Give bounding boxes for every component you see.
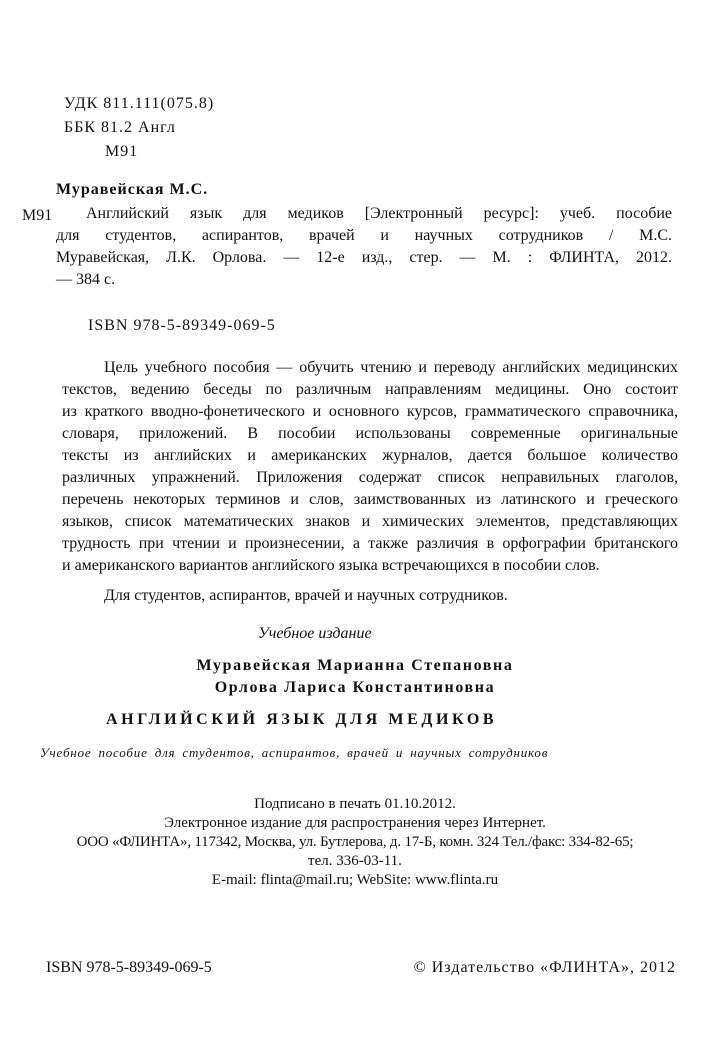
edition-type: Учебное издание <box>258 625 372 642</box>
abstract-line: Цель учебного пособия — обучить чтению и переводу английских медицинских <box>104 359 678 376</box>
author-heading: Муравейская М.С. <box>56 181 209 198</box>
author-name-1: Муравейская Марианна Степановна <box>196 657 514 674</box>
bib-line: для студентов, аспирантов, врачей и научных сотрудников / М.С. <box>56 227 672 244</box>
abstract-line: трудность при чтении и произнесении, а также различия в орфографии британского <box>62 535 678 552</box>
isbn-bottom: ISBN 978-5-89349-069-5 <box>46 959 212 976</box>
udk-code: УДК 811.111(075.8) <box>64 95 215 112</box>
bib-line: Муравейская, Л.К. Орлова. — 12-е изд., стер. — М. : ФЛИНТА, 2012. <box>56 249 672 266</box>
bib-line: — 384 с. <box>56 271 116 288</box>
abstract-line: текстов, ведению беседы по различным направлениям медицины. Оно состоит <box>62 381 678 398</box>
margin-code: М91 <box>22 207 53 224</box>
imprint-line: Электронное издание для распространения через Интернет. <box>164 815 546 831</box>
author-mark: М91 <box>105 143 139 160</box>
imprint-line: тел. 336-03-11. <box>308 853 402 869</box>
abstract-line: различных упражнений. Приложения содержат список неправильных глаголов, <box>62 469 678 486</box>
imprint-line: E-mail: flinta@mail.ru; WebSite: www.flinta.ru <box>211 872 499 888</box>
abstract-line: тексты из английских и американских журналов, дается большое количество <box>62 447 678 464</box>
abstract-line: словаря, приложений. В пособии использованы современные оригинальные <box>62 425 678 442</box>
isbn-top: ISBN 978-5-89349-069-5 <box>88 317 276 334</box>
abstract-line: и американского вариантов английского языка встречающихся в пособии слов. <box>62 557 600 574</box>
bbk-code: ББК 81.2 Англ <box>64 119 176 136</box>
abstract-line: из краткого вводно-фонетического и основного курсов, грамматического справочника, <box>62 403 678 420</box>
imprint-line: Подписано в печать 01.10.2012. <box>254 796 456 812</box>
author-name-2: Орлова Лариса Константиновна <box>214 679 496 696</box>
copyright-notice: © Издательство «ФЛИНТА», 2012 <box>413 959 676 976</box>
bib-line: Английский язык для медиков [Электронный ресурс]: учеб. пособие <box>86 205 672 222</box>
abstract-line: перечень некоторых терминов и слов, заимствованных из латинского и греческого <box>62 491 678 508</box>
book-title: АНГЛИЙСКИЙ ЯЗЫК ДЛЯ МЕДИКОВ <box>106 711 498 728</box>
book-subtitle: Учебное пособие для студентов, аспирантов, врачей и научных сотрудников <box>40 745 549 760</box>
audience-note: Для студентов, аспирантов, врачей и научных сотрудников. <box>104 587 508 604</box>
imprint-line: ООО «ФЛИНТА», 117342, Москва, ул. Бутлерова, д. 17-Б, комн. 324 Тел./факс: 334-82-65; <box>76 834 634 850</box>
abstract-line: языков, список математических знаков и химических элементов, представляющих <box>62 513 678 530</box>
